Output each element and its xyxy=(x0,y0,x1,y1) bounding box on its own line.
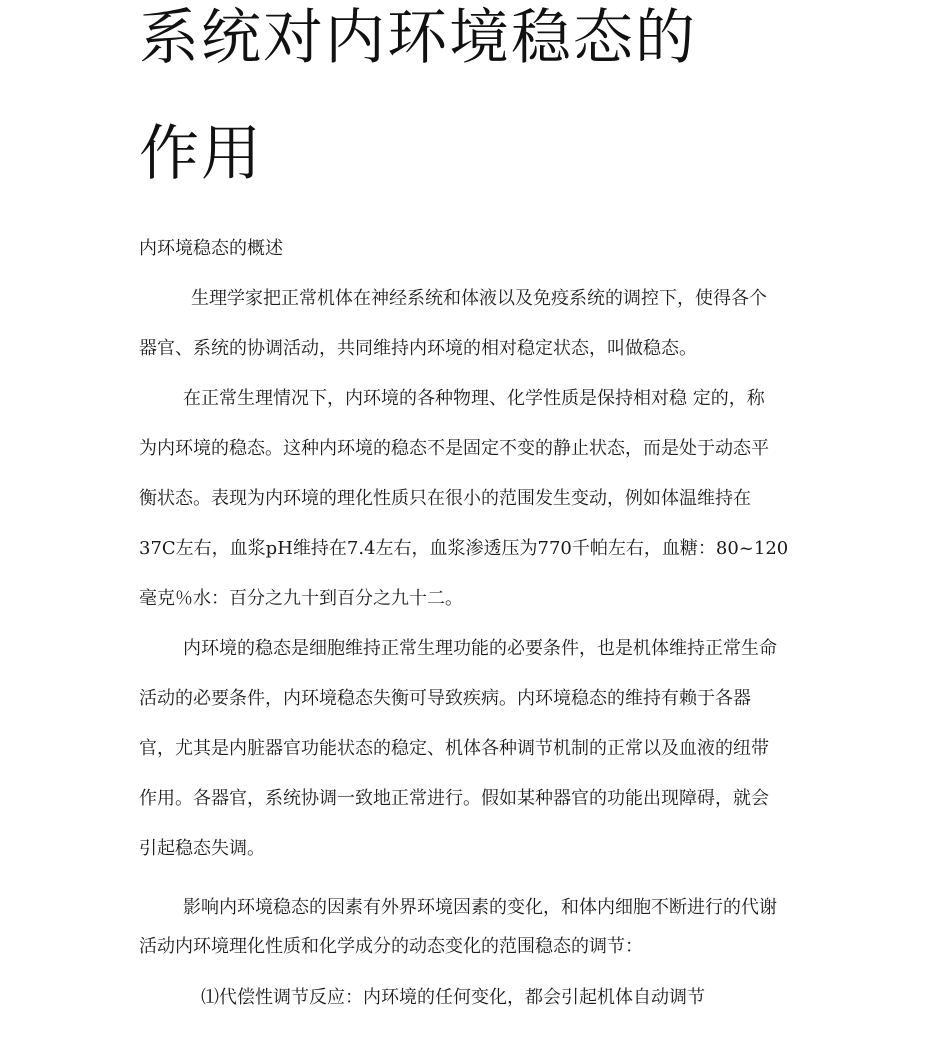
paragraph-1-line-2: 器官、系统的协调活动，共同维持内环境的相对稳定状态，叫做稳态。 xyxy=(139,338,697,359)
document-title-line-2: 作用 xyxy=(139,119,263,189)
paragraph-3-line-5: 引起稳态失调。 xyxy=(139,838,265,859)
paragraph-3-line-2: 活动的必要条件，内环境稳态失衡可导致疾病。内环境稳态的维持有赖于各器 xyxy=(139,688,751,709)
paragraph-4-line-1: 影响内环境稳态的因素有外界环境因素的变化，和体内细胞不断进行的代谢 xyxy=(183,897,777,918)
paragraph-2-line-1: 在正常生理情况下，内环境的各种物理、化学性质是保持相对稳 定的，称 xyxy=(183,388,765,409)
document-title-line-1: 系统对内环境稳态的 xyxy=(139,3,697,73)
paragraph-1-line-1: 生理学家把正常机体在神经系统和体液以及免疫系统的调控下，使得各个 xyxy=(191,288,767,309)
paragraph-3-line-1: 内环境的稳态是细胞维持正常生理功能的必要条件，也是机体维持正常生命 xyxy=(183,638,777,659)
list-item-1: ⑴代偿性调节反应：内环境的任何变化，都会引起机体自动调节 xyxy=(201,987,705,1008)
paragraph-2-line-3: 衡状态。表现为内环境的理化性质只在很小的范围发生变动，例如体温维持在 xyxy=(139,488,751,509)
paragraph-3-line-4: 作用。各器官，系统协调一致地正常进行。假如某种器官的功能出现障碍，就会 xyxy=(139,788,769,809)
paragraph-3-line-3: 官，尤其是内脏器官功能状态的稳定、机体各种调节机制的正常以及血液的纽带 xyxy=(139,738,769,759)
paragraph-2-line-2: 为内环境的稳态。这种内环境的稳态不是固定不变的静止状态，而是处于动态平 xyxy=(139,438,769,459)
paragraph-2-line-4: 37C左右，血浆pH维持在7.4左右，血浆渗透压为770千帕左右，血糖：80~120 xyxy=(139,538,789,559)
paragraph-4-line-2: 活动内环境理化性质和化学成分的动态变化的范围稳态的调节： xyxy=(139,936,643,957)
section-heading: 内环境稳态的概述 xyxy=(139,238,283,259)
paragraph-2-line-5: 毫克％水：百分之九十到百分之九十二。 xyxy=(139,588,463,609)
